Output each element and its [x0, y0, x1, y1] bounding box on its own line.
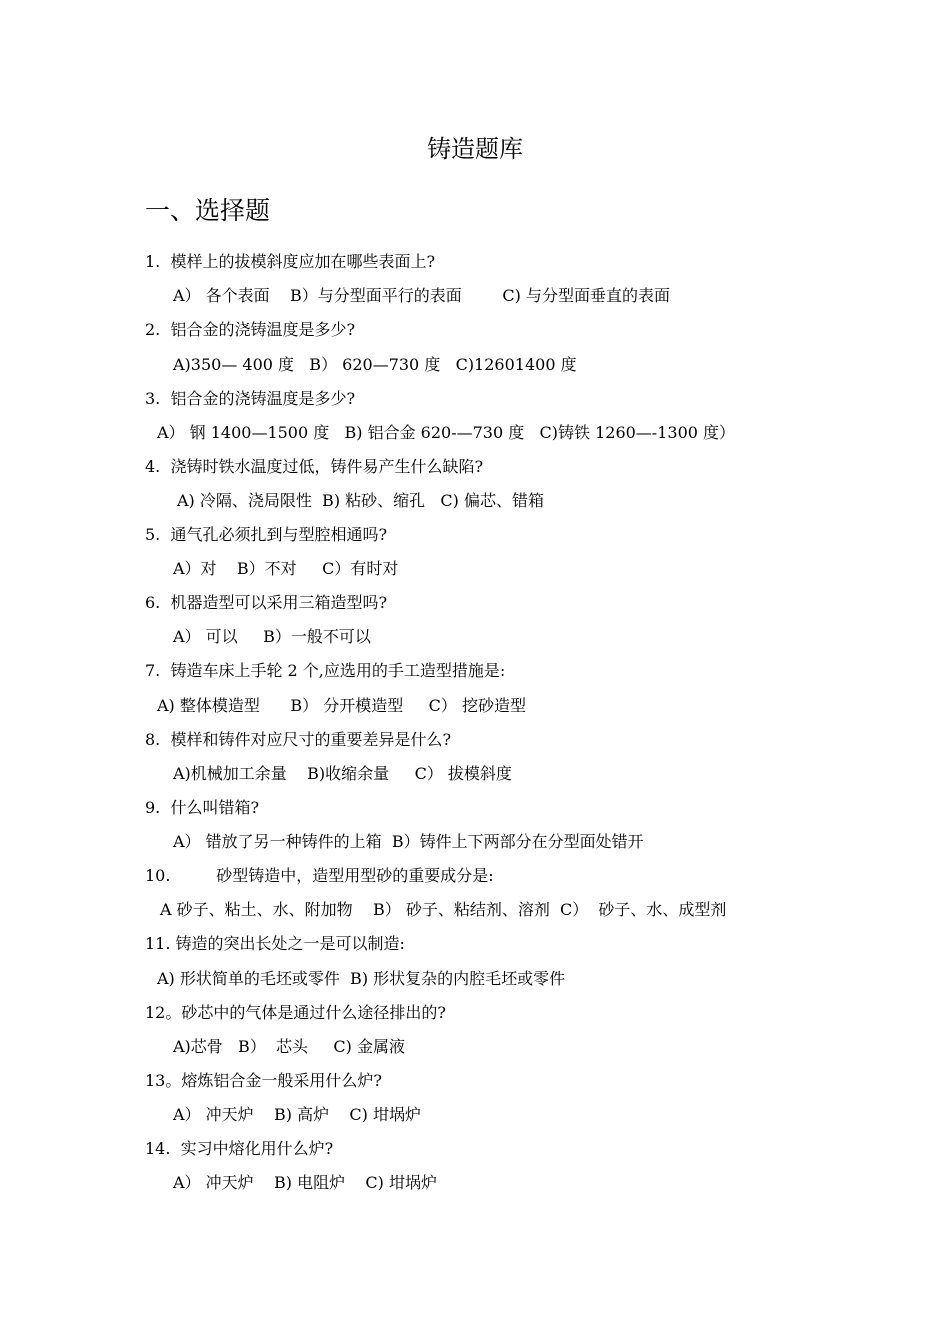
answer-options-14: A） 冲天炉 B) 电阻炉 C) 坩埚炉	[173, 1173, 437, 1192]
question-4: 4. 浇铸时铁水温度过低，铸件易产生什么缺陷?	[145, 457, 484, 476]
answer-options-8: A)机械加工余量 B)收缩余量 C） 拔模斜度	[173, 764, 512, 783]
answer-options-7: A) 整体模造型 B） 分开模造型 C） 挖砂造型	[157, 696, 527, 715]
section-heading: 一、选择题	[145, 196, 271, 225]
answer-options-4: A) 冷隔、浇局限性 B) 粘砂、缩孔 C) 偏芯、错箱	[177, 491, 544, 510]
question-6: 6. 机器造型可以采用三箱造型吗?	[145, 593, 388, 612]
question-13: 13。熔炼铝合金一般采用什么炉?	[145, 1071, 382, 1090]
question-9: 9. 什么叫错箱?	[145, 798, 260, 817]
question-14: 14. 实习中熔化用什么炉?	[145, 1139, 334, 1158]
answer-options-9: A） 错放了另一种铸件的上箱 B）铸件上下两部分在分型面处错开	[173, 832, 644, 851]
document-title: 铸造题库	[427, 135, 523, 163]
answer-options-11: A) 形状简单的毛坯或零件 B) 形状复杂的内腔毛坯或零件	[157, 969, 566, 988]
answer-options-10: A 砂子、粘土、水、附加物 B） 砂子、粘结剂、溶剂 C） 砂子、水、成型剂	[160, 900, 727, 919]
answer-options-2: A)350— 400 度 B） 620—730 度 C)12601400 度	[173, 355, 577, 374]
question-11: 11. 铸造的突出长处之一是可以制造:	[145, 934, 405, 953]
question-8: 8. 模样和铸件对应尺寸的重要差异是什么?	[145, 730, 452, 749]
answer-options-1: A） 各个表面 B）与分型面平行的表面 C) 与分型面垂直的表面	[173, 286, 671, 305]
question-7: 7. 铸造车床上手轮 2 个,应选用的手工造型措施是:	[145, 661, 506, 680]
answer-options-3: A） 钢 1400—1500 度 B) 铝合金 620-—730 度 C)铸铁 1260—-1300 度）	[157, 423, 736, 442]
question-3: 3. 铝合金的浇铸温度是多少?	[145, 389, 356, 408]
question-2: 2. 铝合金的浇铸温度是多少?	[145, 320, 356, 339]
question-12: 12。砂芯中的气体是通过什么途径排出的?	[145, 1003, 446, 1022]
answer-options-12: A)芯骨 B） 芯头 C) 金属液	[173, 1037, 405, 1056]
answer-options-6: A） 可以 B）一般不可以	[173, 627, 371, 646]
answer-options-13: A） 冲天炉 B) 高炉 C) 坩埚炉	[173, 1105, 421, 1124]
question-5: 5. 通气孔必须扎到与型腔相通吗?	[145, 525, 388, 544]
question-1: 1. 模样上的拔模斜度应加在哪些表面上?	[145, 252, 436, 271]
question-10: 10. 砂型铸造中，造型用型砂的重要成分是:	[145, 866, 494, 885]
answer-options-5: A）对 B）不对 C）有时对	[173, 559, 399, 578]
